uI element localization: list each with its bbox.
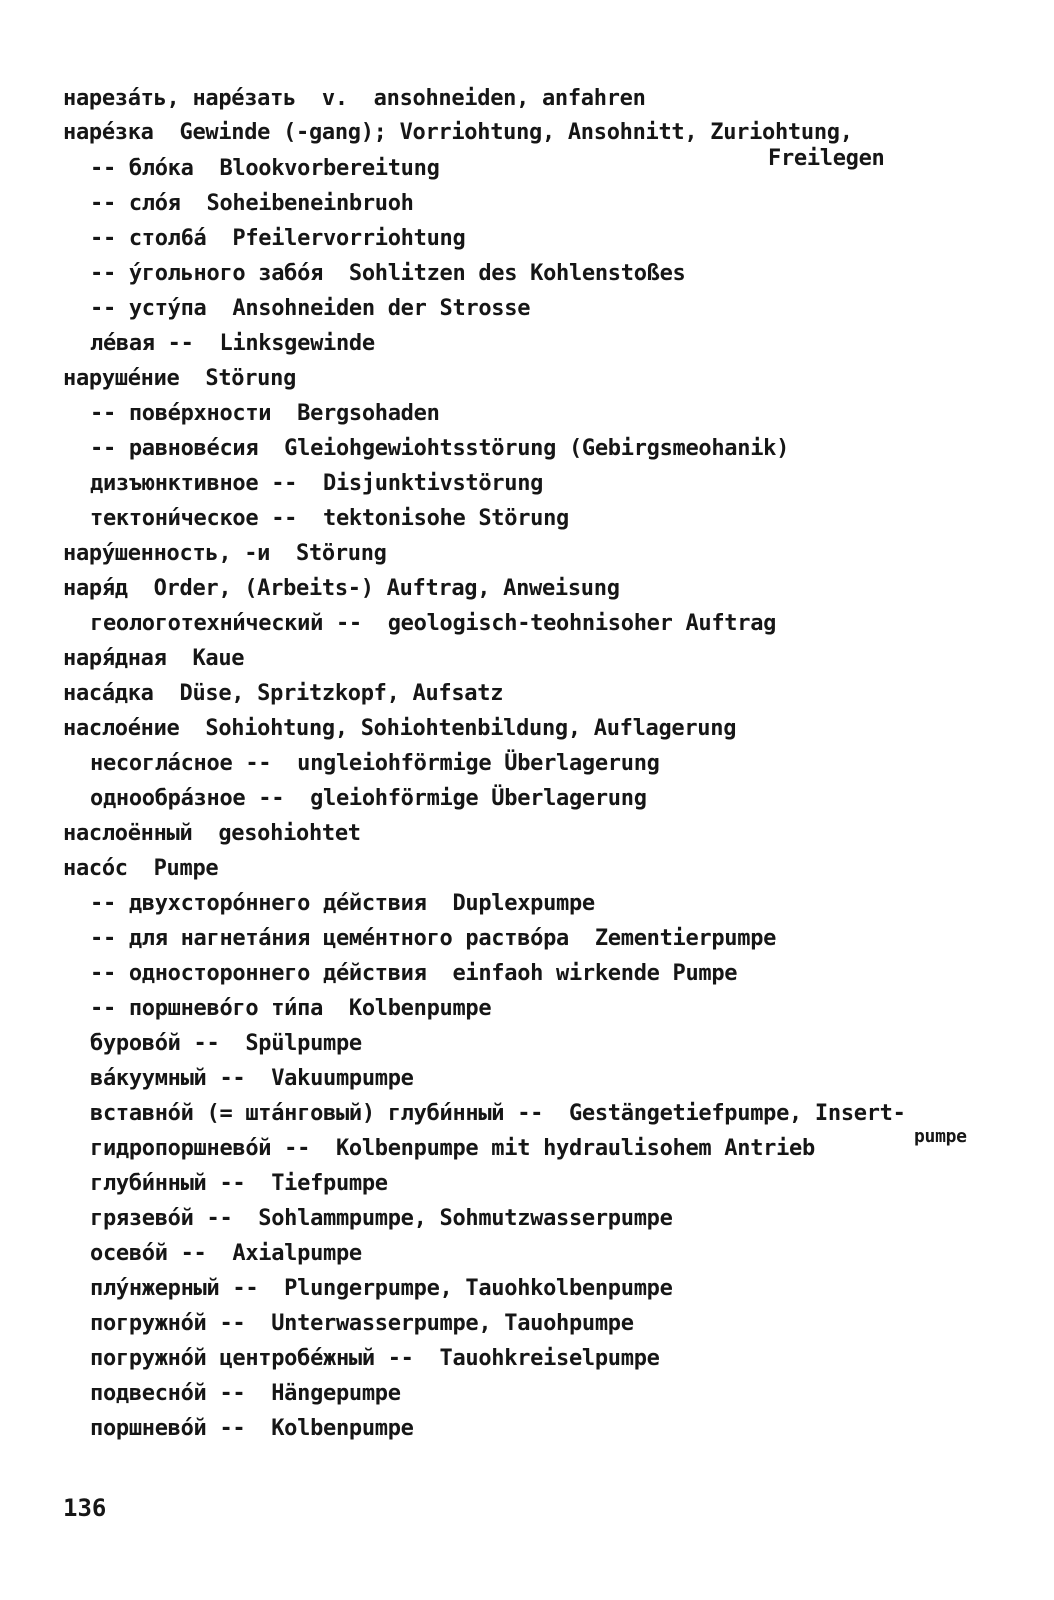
- entry-line: вáкуумный -- Vakuumpumpe: [90, 1066, 414, 1091]
- entry-line: лéвая -- Linksgewinde: [90, 331, 375, 356]
- entry-line: -- блóка Blookvorbereitung: [90, 156, 440, 181]
- entry-line: тектони́ческое -- tektonisohe Störung: [90, 506, 569, 531]
- entry-line: поршневóй -- Kolbenpumpe: [90, 1416, 414, 1441]
- entry-line: насáдка Düse, Spritzkopf, Aufsatz: [63, 681, 504, 706]
- entry-line: наслоённый gesohiohtet: [63, 821, 361, 846]
- entry-line: дизъюнктивное -- Disjunktivstörung: [90, 471, 544, 496]
- page-number: 136: [63, 1494, 107, 1522]
- entry-line: наря́д Order, (Arbeits-) Auftrag, Anweisung: [63, 576, 620, 601]
- entry-line: -- двухсторóннего дéйствия Duplexpumpe: [90, 891, 595, 916]
- entry-line: -- слóя Soheibeneinbruoh: [90, 191, 414, 216]
- entry-line: гидропоршневóй -- Kolbenpumpe mit hydraulisohem Antrieb: [90, 1136, 815, 1161]
- entry-line: -- для нагнетáния цемéнтного раствóра Zementierpumpe: [90, 926, 777, 951]
- entry-line: погружнóй -- Unterwasserpumpe, Tauohpumpe: [90, 1311, 634, 1336]
- entry-line: буровóй -- Spülpumpe: [90, 1031, 362, 1056]
- entry-line: погружнóй центробéжный -- Tauohkreiselpumpe: [90, 1346, 660, 1371]
- entry-line: несоглáсное -- ungleiohförmige Überlagerung: [90, 751, 660, 776]
- entry-line: глуби́нный -- Tiefpumpe: [90, 1171, 388, 1196]
- entry-line: -- равновéсия Gleiohgewiohtsstörung (Gebirgsmeohanik): [90, 436, 790, 461]
- entry-line: -- ýгольного забóя Sohlitzen des Kohlenstoßes: [90, 261, 686, 286]
- entry-line: плýнжерный -- Plungerpumpe, Tauohkolbenpumpe: [90, 1276, 673, 1301]
- entry-line: нарýшенность, -и Störung: [63, 541, 387, 566]
- entry-line: однообрáзное -- gleiohförmige Überlagerung: [90, 786, 647, 811]
- entry-line: нарушéние Störung: [63, 366, 297, 391]
- entry-line: нарезáть, нарéзать v. ansohneiden, anfahren: [63, 86, 646, 111]
- entry-line: наря́дная Kaue: [63, 646, 245, 671]
- entry-line: нарéзка Gewinde (-gang); Vorriohtung, Ansohnitt, Zuriohtung,: [63, 120, 853, 145]
- entry-line-overflow: pumpe: [914, 1126, 967, 1147]
- entry-line: насóс Pumpe: [63, 856, 219, 881]
- entry-line: грязевóй -- Sohlammpumpe, Sohmutzwasserpumpe: [90, 1206, 673, 1231]
- entry-line: осевóй -- Axialpumpe: [90, 1241, 362, 1266]
- entry-line: -- повéрхности Bergsohaden: [90, 401, 440, 426]
- entry-line: -- поршневóго ти́па Kolbenpumpe: [90, 996, 492, 1021]
- entry-line: геологотехни́ческий -- geologisch-teohnisoher Auftrag: [90, 611, 777, 636]
- entry-line: -- устýпа Ansohneiden der Strosse: [90, 296, 531, 321]
- entry-line-overflow: Freilegen: [768, 146, 885, 171]
- entry-line: подвеснóй -- Hängepumpe: [90, 1381, 401, 1406]
- entry-line: наслоéние Sohiohtung, Sohiohtenbildung, Auflagerung: [63, 716, 737, 741]
- entry-line: -- стол6á Pfeilervorriohtung: [90, 226, 466, 251]
- entry-line: -- одностороннего дéйствия einfaoh wirkende Pumpe: [90, 961, 738, 986]
- entry-line: вставнóй (= штáнговый) глуби́нный -- Gestängetiefpumpe, Insert-: [90, 1101, 906, 1126]
